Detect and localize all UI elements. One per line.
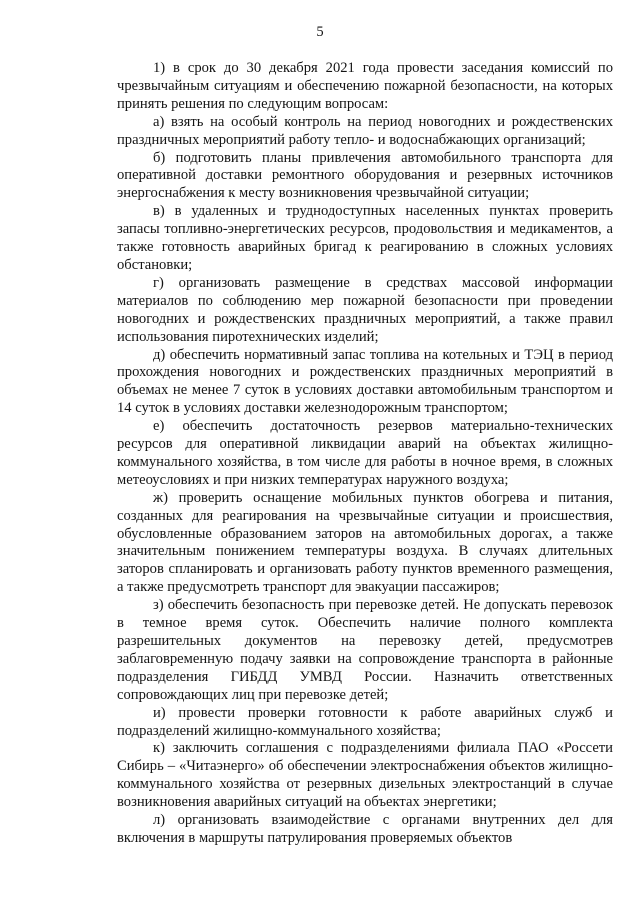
list-item-z: з) обеспечить безопасность при перевозке детей. Не допускать перевозок в темное время суток. Обеспечить наличие полного комплекта разрешительных документов на перевозку детей, предусмотрев заблаговременную подачу заявки на сопровождение транспорта в районные подразделения ГИБДД УМВД России. Назначить ответственных сопровождающих лиц при перевозке детей;	[117, 597, 613, 703]
list-item-k: к) заключить соглашения с подразделениями филиала ПАО «Россети Сибирь – «Читаэнерго» об обеспечении электроснабжения объектов жилищно-коммунального хозяйства от резервных дизельных электростанций в случае возникновения аварийных ситуаций на объектах энергетики;	[117, 740, 613, 811]
list-item-e: е) обеспечить достаточность резервов материально-технических ресурсов для оперативной ликвидации аварий на объектах жилищно-коммунального хозяйства, в том числе для работы в ночное время, в сложных метеоусловиях и при низких температурах наружного воздуха;	[117, 418, 613, 488]
list-item-zh: ж) проверить оснащение мобильных пунктов обогрева и питания, созданных для реагирования на чрезвычайные ситуации и происшествия, обусловленные образованием заторов на автомобильных дорогах, а также значительным понижением температуры воздуха. В случаях длительных заторов спланировать и организовать работу пунктов временного размещения, а также предусмотреть транспорт для эвакуации пассажиров;	[117, 489, 613, 596]
list-item-b: б) подготовить планы привлечения автомобильного транспорта для оперативной доставки ремонтного оборудования и резервных источников энергоснабжения к месту возникновения чрезвычайной ситуации;	[117, 149, 613, 202]
list-item-l: л) организовать взаимодействие с органами внутренних дел для включения в маршруты патрулирования проверяемых объектов	[117, 812, 613, 846]
list-item-d: д) обеспечить нормативный запас топлива на котельных и ТЭЦ в период прохождения новогодних и рождественских праздничных мероприятий в объемах не менее 7 суток в условиях доставки автомобильным транспортом и 14 суток в условиях доставки железнодорожным транспортом;	[117, 346, 613, 417]
list-item-v: в) в удаленных и труднодоступных населенных пунктах проверить запасы топливно-энергетических ресурсов, продовольствия и медикаментов, а также готовность аварийных бригад к реагированию в сложных условиях обстановки;	[117, 203, 613, 273]
document-body	[117, 60, 613, 848]
paragraph-intro: 1) в срок до 30 декабря 2021 года провести заседания комиссий по чрезвычайным ситуациям и обеспечению пожарной безопасности, на которых принять решения по следующим вопросам:	[117, 60, 613, 112]
list-item-a: а) взять на особый контроль на период новогодних и рождественских праздничных мероприятий работу тепло- и водоснабжающих организаций;	[117, 113, 613, 148]
list-item-g: г) организовать размещение в средствах массовой информации материалов по соблюдению мер пожарной безопасности при проведении новогодних и рождественских праздничных мероприятий, а также правил использования пиротехнических изделий;	[117, 274, 613, 345]
page-number: 5	[316, 24, 324, 40]
list-item-i: и) провести проверки готовности к работе аварийных служб и подразделений жилищно-коммунального хозяйства;	[117, 704, 613, 739]
